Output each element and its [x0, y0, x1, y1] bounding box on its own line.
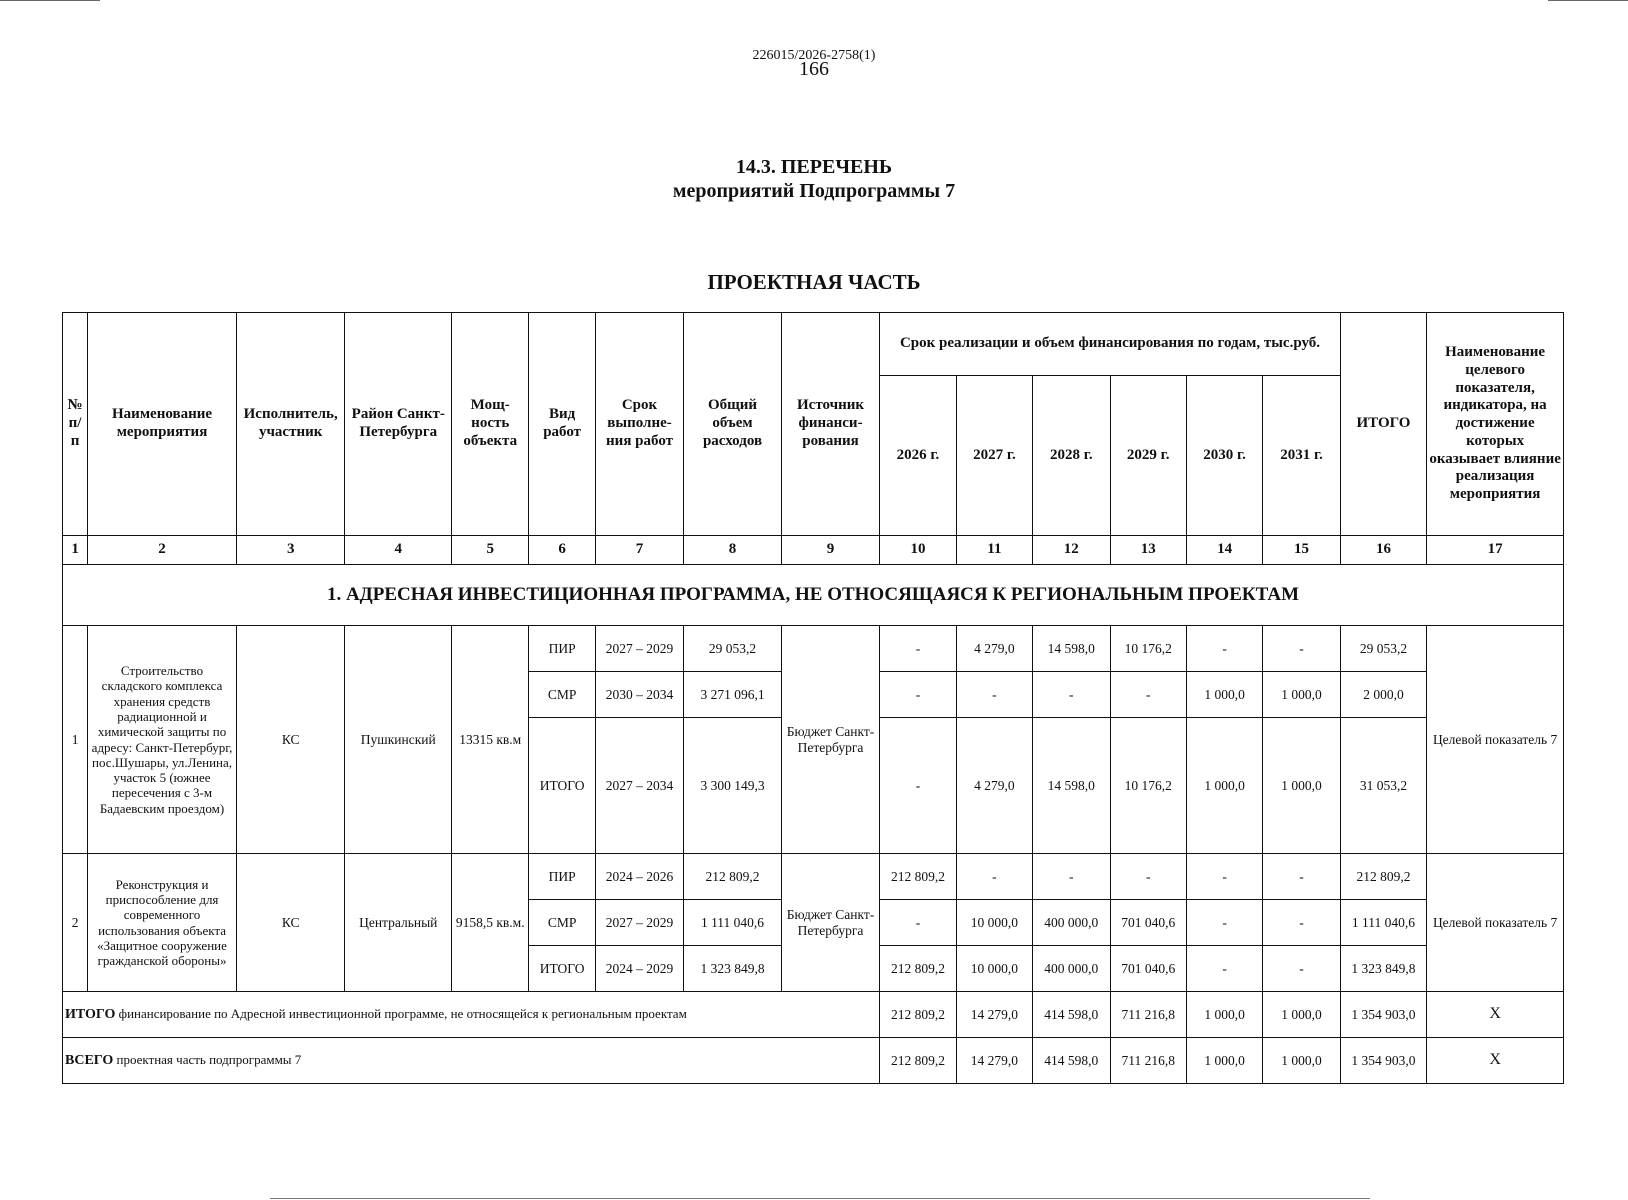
- total-cost: 1 111 040,6: [684, 900, 782, 946]
- year-value: 1 000,0: [1263, 718, 1340, 854]
- column-number: 9: [781, 536, 880, 565]
- year-value: -: [956, 854, 1032, 900]
- year-value: -: [880, 718, 956, 854]
- total-cost: 3 300 149,3: [684, 718, 782, 854]
- header-funding-group: Срок реализации и объем финансирования по годам, тыс.руб.: [880, 313, 1340, 376]
- column-number: 10: [880, 536, 956, 565]
- itogo-value: 31 053,2: [1340, 718, 1426, 854]
- header-num: № п/п: [63, 313, 88, 536]
- column-number: 15: [1263, 536, 1340, 565]
- work-type: ПИР: [529, 854, 595, 900]
- year-value: 701 040,6: [1110, 946, 1186, 992]
- itogo-value: 1 111 040,6: [1340, 900, 1426, 946]
- year-value: -: [1263, 626, 1340, 672]
- year-value: 212 809,2: [880, 854, 956, 900]
- year-value: 212 809,2: [880, 992, 956, 1038]
- header-term: Срок выполне-ния работ: [595, 313, 683, 536]
- itogo-value: 1 323 849,8: [1340, 946, 1426, 992]
- year-value: 1 000,0: [1186, 1038, 1262, 1084]
- header-year: 2027 г.: [956, 376, 1032, 536]
- work-term: 2027 – 2029: [595, 900, 683, 946]
- year-value: -: [880, 900, 956, 946]
- work-type: СМР: [529, 900, 595, 946]
- column-number: 4: [345, 536, 452, 565]
- activities-table: [62, 312, 1564, 1084]
- header-capacity: Мощ-ность объекта: [452, 313, 529, 536]
- target-indicator: Х: [1427, 992, 1564, 1038]
- column-number: 16: [1340, 536, 1426, 565]
- scan-edge-line: [1548, 0, 1628, 1]
- year-value: 10 000,0: [956, 900, 1032, 946]
- total-cost: 29 053,2: [684, 626, 782, 672]
- table-row: [63, 626, 1564, 672]
- year-value: 212 809,2: [880, 1038, 956, 1084]
- year-value: 1 000,0: [1263, 672, 1340, 718]
- itogo-value: 2 000,0: [1340, 672, 1426, 718]
- year-value: 14 598,0: [1033, 718, 1110, 854]
- itogo-value: 1 354 903,0: [1340, 992, 1426, 1038]
- item-number: 2: [63, 854, 88, 992]
- item-district: Центральный: [345, 854, 452, 992]
- section-title: ПРОЕКТНАЯ ЧАСТЬ: [707, 270, 921, 294]
- column-number: 14: [1186, 536, 1262, 565]
- item-name: Строительство складского комплекса хранения средств радиационной и химической защиты по адресу: Санкт-Петербург, пос.Шушары, ул.Ленина, участок 5 (южнее пересечения с 3-м Бадаевским проездом): [88, 626, 237, 854]
- column-number: 6: [529, 536, 595, 565]
- document-subtitle: мероприятий Подпрограммы 7: [672, 180, 956, 202]
- total-row: [63, 1038, 1564, 1084]
- header-year: 2030 г.: [1186, 376, 1262, 536]
- year-value: 711 216,8: [1110, 992, 1186, 1038]
- year-value: -: [1186, 946, 1262, 992]
- year-value: 1 000,0: [1186, 672, 1262, 718]
- year-value: -: [880, 672, 956, 718]
- year-value: 1 000,0: [1186, 992, 1262, 1038]
- document-title: 14.3. ПЕРЕЧЕНЬ: [735, 156, 893, 178]
- year-value: 4 279,0: [956, 626, 1032, 672]
- total-row-label-text: проектная часть подпрограммы 7: [113, 1051, 302, 1067]
- year-value: 10 000,0: [956, 946, 1032, 992]
- item-executor: КС: [236, 626, 345, 854]
- total-cost: 3 271 096,1: [684, 672, 782, 718]
- work-type: ПИР: [529, 626, 595, 672]
- target-indicator: Х: [1427, 1038, 1564, 1084]
- column-number-row: [63, 536, 1564, 565]
- target-indicator: Целевой показатель 7: [1427, 626, 1564, 854]
- itogo-value: 212 809,2: [1340, 854, 1426, 900]
- item-district: Пушкинский: [345, 626, 452, 854]
- column-number: 2: [88, 536, 237, 565]
- header-work-type: Вид работ: [529, 313, 595, 536]
- year-value: -: [1263, 854, 1340, 900]
- year-value: 414 598,0: [1033, 992, 1110, 1038]
- year-value: 1 000,0: [1186, 718, 1262, 854]
- year-value: 10 176,2: [1110, 626, 1186, 672]
- year-value: -: [880, 626, 956, 672]
- work-type: ИТОГО: [529, 718, 595, 854]
- header-executor: Исполнитель, участник: [236, 313, 345, 536]
- itogo-value: 1 354 903,0: [1340, 1038, 1426, 1084]
- year-value: -: [1186, 626, 1262, 672]
- year-value: -: [1110, 854, 1186, 900]
- year-value: 1 000,0: [1263, 992, 1340, 1038]
- column-number: 1: [63, 536, 88, 565]
- work-term: 2027 – 2034: [595, 718, 683, 854]
- column-number: 8: [684, 536, 782, 565]
- item-capacity: 9158,5 кв.м.: [452, 854, 529, 992]
- year-value: 14 279,0: [956, 992, 1032, 1038]
- year-value: 701 040,6: [1110, 900, 1186, 946]
- section-row-title: 1. АДРЕСНАЯ ИНВЕСТИЦИОННАЯ ПРОГРАММА, НЕ ОТНОСЯЩАЯСЯ К РЕГИОНАЛЬНЫМ ПРОЕКТАМ: [63, 565, 1564, 626]
- work-type: ИТОГО: [529, 946, 595, 992]
- year-value: 400 000,0: [1033, 900, 1110, 946]
- header-year: 2026 г.: [880, 376, 956, 536]
- item-capacity: 13315 кв.м: [452, 626, 529, 854]
- year-value: 1 000,0: [1263, 1038, 1340, 1084]
- column-number: 7: [595, 536, 683, 565]
- year-value: -: [1110, 672, 1186, 718]
- header-name: Наименование мероприятия: [88, 313, 237, 536]
- scan-edge-line: [0, 0, 100, 1]
- itogo-value: 29 053,2: [1340, 626, 1426, 672]
- header-source: Источник финанси-рования: [781, 313, 880, 536]
- total-row: [63, 992, 1564, 1038]
- year-value: 400 000,0: [1033, 946, 1110, 992]
- total-row-label-text: финансирование по Адресной инвестиционной программе, не относящейся к региональным проектам: [115, 1005, 687, 1021]
- work-term: 2024 – 2026: [595, 854, 683, 900]
- year-value: 212 809,2: [880, 946, 956, 992]
- column-number: 5: [452, 536, 529, 565]
- total-row-label-bold: ИТОГО: [65, 1006, 116, 1022]
- year-value: -: [1263, 946, 1340, 992]
- total-row-label-bold: ВСЕГО: [65, 1052, 114, 1068]
- header-indicator: Наименование целевого показателя, индикатора, на достижение которых оказывает влияние реализация мероприятия: [1427, 313, 1564, 536]
- column-number: 17: [1427, 536, 1564, 565]
- year-value: -: [1186, 854, 1262, 900]
- work-term: 2027 – 2029: [595, 626, 683, 672]
- item-number: 1: [63, 626, 88, 854]
- column-number: 3: [236, 536, 345, 565]
- header-year: 2029 г.: [1110, 376, 1186, 536]
- table-row: [63, 854, 1564, 900]
- item-executor: КС: [236, 854, 345, 992]
- column-number: 12: [1033, 536, 1110, 565]
- column-number: 11: [956, 536, 1032, 565]
- section-row: [63, 565, 1564, 626]
- year-value: -: [1263, 900, 1340, 946]
- total-row-label: [63, 1038, 880, 1084]
- year-value: 14 279,0: [956, 1038, 1032, 1084]
- year-value: -: [956, 672, 1032, 718]
- work-type: СМР: [529, 672, 595, 718]
- year-value: 10 176,2: [1110, 718, 1186, 854]
- header-total-cost: Общий объем расходов: [684, 313, 782, 536]
- total-cost: 212 809,2: [684, 854, 782, 900]
- scan-edge-line: [270, 1198, 1370, 1199]
- header-district: Район Санкт-Петербурга: [345, 313, 452, 536]
- total-row-label: [63, 992, 880, 1038]
- work-term: 2030 – 2034: [595, 672, 683, 718]
- year-value: -: [1033, 672, 1110, 718]
- year-value: -: [1033, 854, 1110, 900]
- item-name: Реконструкция и приспособление для современного использования объекта «Защитное сооружение гражданской обороны»: [88, 854, 237, 992]
- year-value: -: [1186, 900, 1262, 946]
- header-year: 2031 г.: [1263, 376, 1340, 536]
- funding-source: Бюджет Санкт-Петербурга: [781, 854, 880, 992]
- target-indicator: Целевой показатель 7: [1427, 854, 1564, 992]
- funding-source: Бюджет Санкт-Петербурга: [781, 626, 880, 854]
- header-year: 2028 г.: [1033, 376, 1110, 536]
- column-number: 13: [1110, 536, 1186, 565]
- registration-number: 226015/2026-2758(1): [752, 48, 876, 63]
- work-term: 2024 – 2029: [595, 946, 683, 992]
- header-itogo: ИТОГО: [1340, 313, 1426, 536]
- year-value: 14 598,0: [1033, 626, 1110, 672]
- total-cost: 1 323 849,8: [684, 946, 782, 992]
- year-value: 414 598,0: [1033, 1038, 1110, 1084]
- year-value: 711 216,8: [1110, 1038, 1186, 1084]
- year-value: 4 279,0: [956, 718, 1032, 854]
- page-number: 166: [799, 58, 829, 80]
